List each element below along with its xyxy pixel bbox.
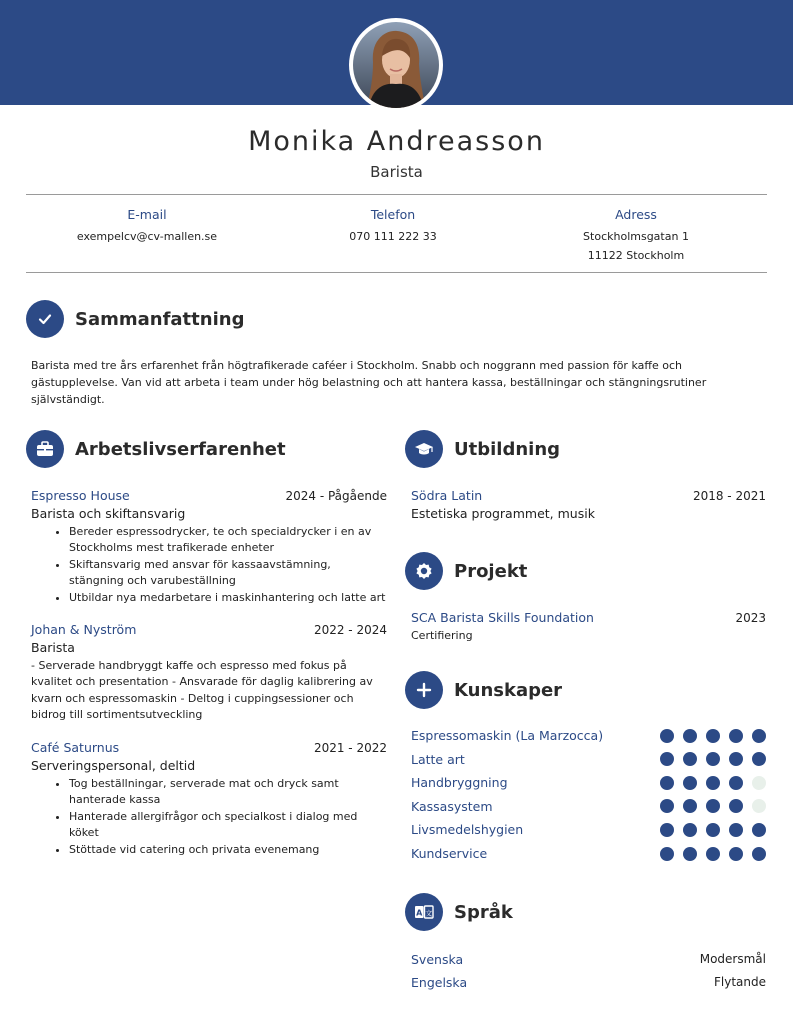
translate-icon (405, 893, 443, 931)
rating-dot-filled (752, 752, 766, 766)
skill-name: Kassasystem (411, 798, 493, 814)
summary-text: Barista med tre års erfarenhet från högtrafikerade caféer i Stockholm. Snabb och noggrann med passion för kaffe och gästupplevelse. Van vid att arbeta i team under hög belastning och att hantera kassa, beställningar och stängningsrutiner självständigt. (31, 359, 707, 406)
language-row (411, 975, 766, 990)
rating-dot-filled (729, 799, 743, 813)
rating-dot-filled (660, 847, 674, 861)
avatar (349, 18, 443, 112)
rating-dot-filled (660, 729, 674, 743)
rating-dot-filled (752, 823, 766, 837)
list-item: • Stöttade vid catering och privata evenemang (69, 842, 387, 858)
language-name: Svenska (411, 952, 464, 967)
contact-label: E-mail (127, 207, 167, 222)
contact-value[interactable]: exempelcv@cv-mallen.se (76, 230, 218, 243)
projects-section-header (405, 552, 527, 590)
skill-name: Espressomaskin (La Marzocca) (411, 728, 604, 743)
divider-top (26, 194, 767, 195)
job-bullets (31, 776, 387, 858)
rating-dot-filled (683, 729, 697, 743)
skill-row (411, 822, 766, 837)
job-role: Barista (31, 640, 75, 655)
rating-dot-filled (683, 823, 697, 837)
rating-dot-filled (752, 729, 766, 743)
skill-name: Livsmedelshygien (411, 822, 524, 838)
rating-dot-filled (660, 776, 674, 790)
contact-phone (308, 207, 478, 246)
rating-dot-filled (683, 799, 697, 813)
skill-rating (660, 823, 766, 837)
badge-icon (405, 552, 443, 590)
skill-name: Handbryggning (411, 775, 508, 791)
skill-row (411, 752, 766, 767)
list-item: • Bereder espressodrycker, te och specialdrycker i en av Stockholms mest trafikerade enheter (69, 524, 387, 557)
skill-rating (660, 752, 766, 766)
list-item: • Skiftansvarig med ansvar för kassaavstämning, stängning och varubeställning (69, 557, 387, 590)
contact-email (62, 207, 232, 246)
rating-dot-filled (729, 823, 743, 837)
skill-rating (660, 729, 766, 743)
job-dates: 2022 - 2024 (313, 623, 387, 637)
education-entry (411, 488, 766, 521)
section-title: Utbildning (454, 438, 561, 460)
rating-dot-filled (706, 752, 720, 766)
project-entry (411, 610, 766, 642)
skill-rating (660, 799, 766, 813)
rating-dot-filled (729, 776, 743, 790)
job-description: - Serverade handbryggt kaffe och espresso med fokus på kvalitet och presentation - Ansvarade för daglig kalibrering av kvarn och espressomaskin - Deltog i cuppingsessioner och bidrog till sortimentsutveckling (31, 659, 373, 722)
candidate-name: Monika Andreasson (248, 126, 545, 157)
rating-dot-filled (706, 729, 720, 743)
contact-label: Telefon (370, 207, 416, 222)
skill-row (411, 728, 766, 743)
project-name: SCA Barista Skills Foundation (411, 610, 594, 625)
language-row (411, 952, 766, 967)
check-icon (26, 300, 64, 338)
rating-dot-filled (660, 823, 674, 837)
skill-row (411, 775, 766, 790)
rating-dot-filled (729, 729, 743, 743)
job-bullets (31, 524, 387, 606)
list-item: • Hanterade allergifrågor och specialkost i dialog med köket (69, 809, 387, 842)
education-dates: 2018 - 2021 (692, 489, 766, 503)
language-name: Engelska (411, 975, 468, 990)
job-dates: 2021 - 2022 (313, 741, 387, 755)
project-year: 2023 (735, 611, 766, 625)
briefcase-icon (26, 430, 64, 468)
section-title: Sammanfattning (75, 308, 245, 330)
rating-dot-filled (706, 847, 720, 861)
company-name: Johan & Nyström (31, 622, 137, 637)
languages-section-header (405, 893, 513, 931)
section-title: Språk (454, 901, 513, 923)
contact-value: 11122 Stockholm (587, 249, 685, 262)
rating-dot-filled (752, 847, 766, 861)
job-role: Serveringspersonal, deltid (31, 758, 196, 773)
graduation-cap-icon (405, 430, 443, 468)
company-name: Espresso House (31, 488, 130, 503)
skill-name: Latte art (411, 751, 465, 767)
list-item: • Utbildar nya medarbetare i maskinhantering och latte art (69, 590, 387, 606)
list-item: • Tog beställningar, serverade mat och dryck samt hanterade kassa (69, 776, 387, 809)
plus-icon (405, 671, 443, 709)
contact-value[interactable]: 070 111 222 33 (349, 230, 437, 243)
rating-dot-filled (683, 847, 697, 861)
summary-section-header (26, 300, 244, 338)
skills-section-header (405, 671, 562, 709)
rating-dot-filled (683, 776, 697, 790)
skill-row (411, 846, 766, 861)
section-title: Projekt (454, 560, 528, 582)
language-level: Modersmål (699, 952, 766, 966)
language-level: Flytande (713, 975, 766, 989)
skill-rating (660, 847, 766, 861)
experience-section-header (26, 430, 286, 468)
contact-address (551, 207, 721, 265)
skill-row (411, 799, 766, 814)
rating-dot-empty (752, 799, 766, 813)
rating-dot-filled (706, 799, 720, 813)
project-type: Certifiering (411, 629, 473, 642)
rating-dot-filled (683, 752, 697, 766)
job-title: Barista (370, 163, 423, 181)
rating-dot-filled (706, 776, 720, 790)
job-role: Barista och skiftansvarig (31, 506, 186, 521)
rating-dot-filled (729, 847, 743, 861)
portrait-image (353, 22, 439, 108)
job-entry (31, 740, 387, 858)
job-entry (31, 622, 387, 724)
rating-dot-filled (660, 799, 674, 813)
rating-dot-filled (729, 752, 743, 766)
skill-name: Kundservice (411, 846, 488, 861)
svg-text:文: 文 (425, 909, 433, 918)
education-section-header (405, 430, 560, 468)
skill-rating (660, 776, 766, 790)
rating-dot-filled (660, 752, 674, 766)
section-title: Arbetslivserfarenhet (75, 438, 286, 460)
contact-label: Adress (615, 207, 657, 222)
company-name: Café Saturnus (31, 740, 120, 755)
divider-bottom (26, 272, 767, 273)
svg-text:A: A (416, 908, 423, 918)
school-name: Södra Latin (411, 488, 483, 503)
contact-value: Stockholmsgatan 1 (583, 230, 689, 243)
education-program: Estetiska programmet, musik (411, 506, 595, 521)
rating-dot-filled (706, 823, 720, 837)
rating-dot-empty (752, 776, 766, 790)
section-title: Kunskaper (454, 679, 563, 701)
job-entry (31, 488, 387, 606)
job-dates: 2024 - Pågående (285, 489, 387, 503)
